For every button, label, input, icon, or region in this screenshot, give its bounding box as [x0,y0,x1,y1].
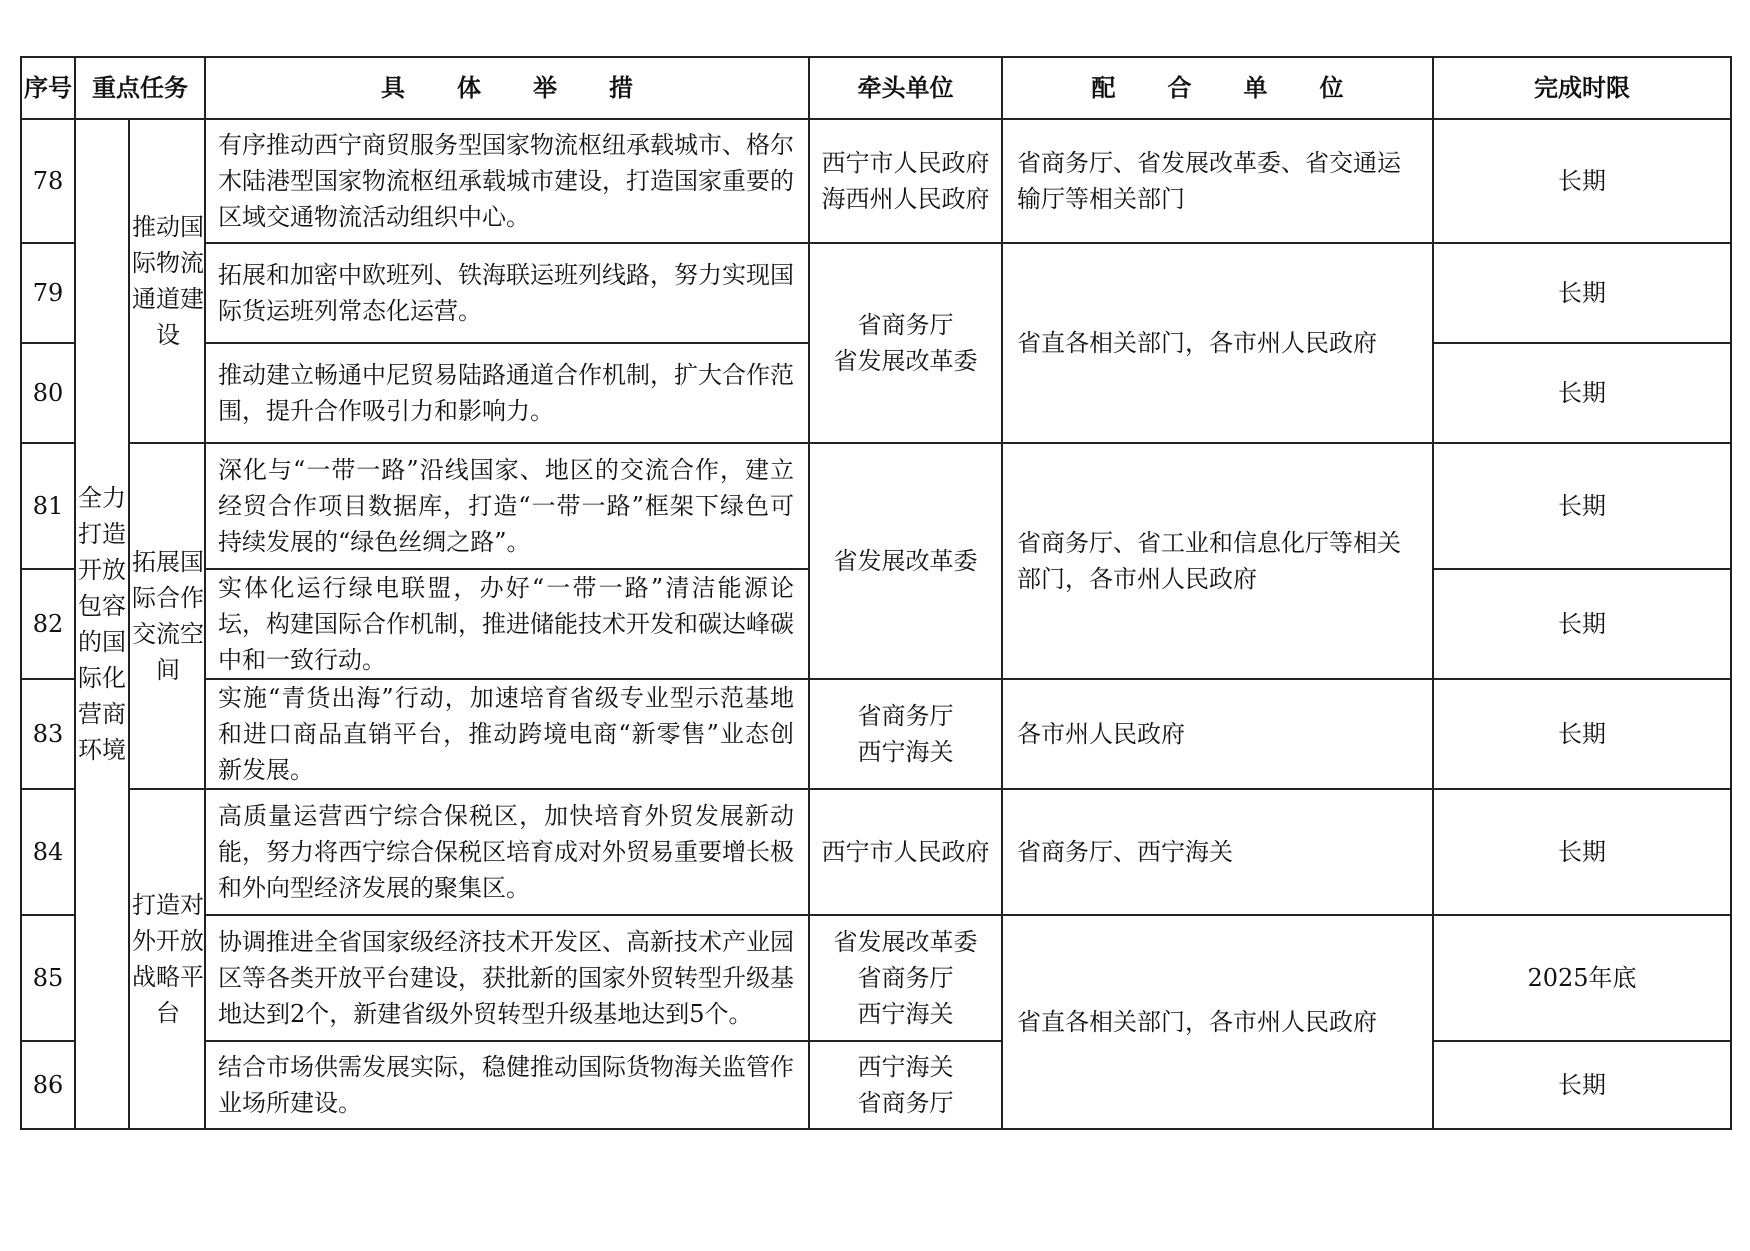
lead-unit: 省发展改革委 省商务厅 西宁海关 [809,915,1002,1041]
subtask-label: 打造对外开放战略平台 [132,891,204,1027]
subtask-cell [129,119,205,443]
lead-unit: 省商务厅 西宁海关 [809,679,1002,789]
deadline: 长期 [1433,569,1731,679]
lead-unit: 西宁市人民政府 海西州人民政府 [809,119,1002,243]
coop-unit: 省商务厅、省发展改革委、省交通运输厅等相关部门 [1002,119,1433,243]
col-header-no: 序号 [21,57,75,119]
col-header-deadline: 完成时限 [1433,57,1731,119]
table-row [21,1041,1731,1129]
coop-unit: 省商务厅、省工业和信息化厅等相关部门，各市州人民政府 [1002,443,1433,679]
deadline: 长期 [1433,343,1731,443]
row-number: 83 [21,679,75,789]
col-header-key-task: 重点任务 [75,57,205,119]
col-header-coop-unit: 配 合 单 位 [1002,57,1433,119]
lead-unit: 省商务厅 省发展改革委 [809,243,1002,443]
deadline: 长期 [1433,243,1731,343]
table-row [21,679,1731,789]
measure-text: 协调推进全省国家级经济技术开发区、高新技术产业园区等各类开放平台建设，获批新的国家外贸转型升级基地达到2个，新建省级外贸转型升级基地达到5个。 [205,915,809,1041]
row-number: 84 [21,789,75,915]
category-label: 全力打造开放包容的国际化营商环境 [78,484,126,764]
lead-unit: 西宁市人民政府 [809,789,1002,915]
row-number: 86 [21,1041,75,1129]
row-number: 80 [21,343,75,443]
subtask-cell [129,443,205,789]
col-header-lead-unit: 牵头单位 [809,57,1002,119]
table-row [21,119,1731,243]
measure-text: 有序推动西宁商贸服务型国家物流枢纽承载城市、格尔木陆港型国家物流枢纽承载城市建设，打造国家重要的区域交通物流活动组织中心。 [205,119,809,243]
measure-text: 实施“青货出海”行动，加速培育省级专业型示范基地和进口商品直销平台，推动跨境电商“新零售”业态创新发展。 [205,679,809,789]
col-header-measures: 具 体 举 措 [205,57,809,119]
coop-unit: 省商务厅、西宁海关 [1002,789,1433,915]
deadline: 长期 [1433,789,1731,915]
deadline: 长期 [1433,119,1731,243]
subtask-label: 拓展国际合作交流空间 [132,548,204,684]
table-row [21,789,1731,915]
measure-text: 实体化运行绿电联盟，办好“一带一路”清洁能源论坛，构建国际合作机制，推进储能技术开发和碳达峰碳中和一致行动。 [205,569,809,679]
lead-unit: 省发展改革委 [809,443,1002,679]
lead-unit: 西宁海关 省商务厅 [809,1041,1002,1129]
header-row [21,57,1731,119]
deadline: 长期 [1433,679,1731,789]
table-row [21,443,1731,569]
coop-unit: 各市州人民政府 [1002,679,1433,789]
deadline: 2025年底 [1433,915,1731,1041]
subtask-label: 推动国际物流通道建设 [132,213,204,349]
deadline: 长期 [1433,443,1731,569]
row-number: 82 [21,569,75,679]
measure-text: 结合市场供需发展实际，稳健推动国际货物海关监管作业场所建设。 [205,1041,809,1129]
deadline: 长期 [1433,1041,1731,1129]
measure-text: 高质量运营西宁综合保税区，加快培育外贸发展新动能，努力将西宁综合保税区培育成对外贸易重要增长极和外向型经济发展的聚集区。 [205,789,809,915]
measure-text: 推动建立畅通中尼贸易陆路通道合作机制，扩大合作范围，提升合作吸引力和影响力。 [205,343,809,443]
coop-unit: 省直各相关部门，各市州人民政府 [1002,243,1433,443]
table-row [21,243,1731,343]
row-number: 85 [21,915,75,1041]
coop-unit: 省直各相关部门，各市州人民政府 [1002,915,1433,1129]
category-cell [75,119,129,1129]
subtask-cell [129,789,205,1129]
table-row [21,915,1731,1041]
row-number: 81 [21,443,75,569]
task-table [20,56,1732,1130]
measure-text: 拓展和加密中欧班列、铁海联运班列线路，努力实现国际货运班列常态化运营。 [205,243,809,343]
row-number: 79 [21,243,75,343]
row-number: 78 [21,119,75,243]
measure-text: 深化与“一带一路”沿线国家、地区的交流合作，建立经贸合作项目数据库，打造“一带一路”框架下绿色可持续发展的“绿色丝绸之路”。 [205,443,809,569]
